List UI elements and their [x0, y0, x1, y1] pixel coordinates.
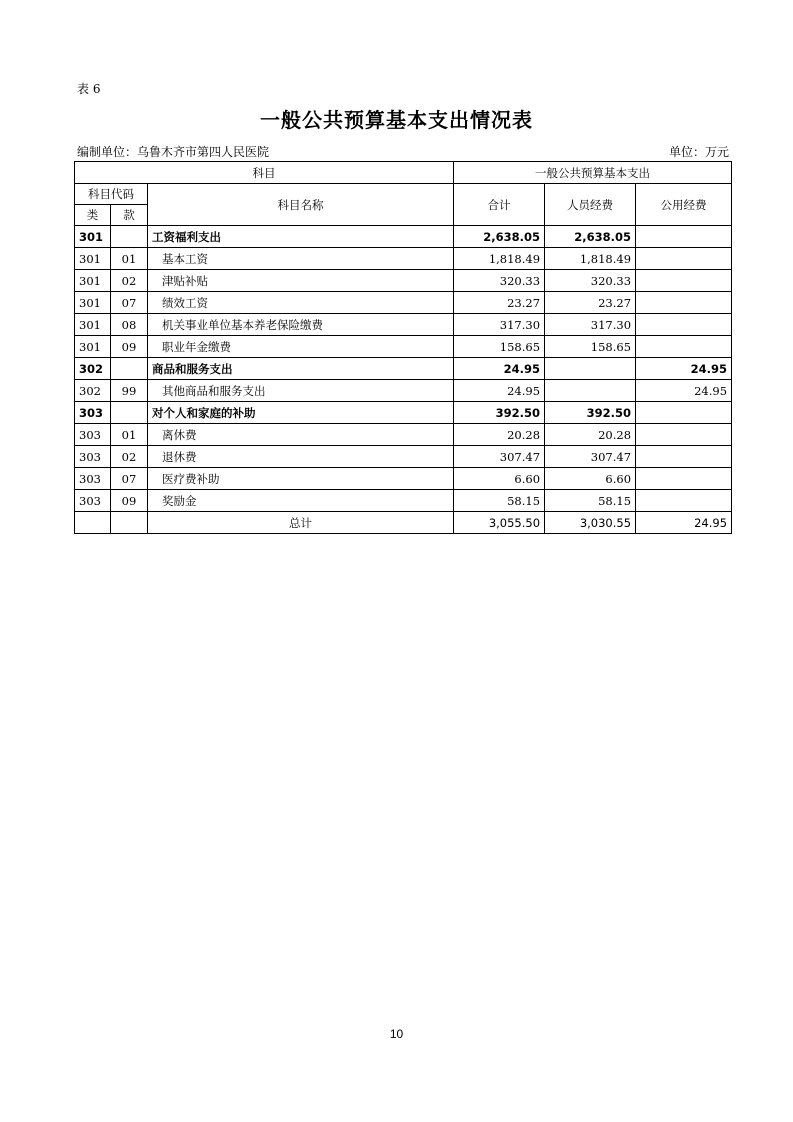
- cell-class: 301: [75, 226, 111, 248]
- budget-table: [74, 161, 732, 534]
- cell-name: 津贴补贴: [148, 270, 454, 292]
- cell-total: 1,818.49: [454, 248, 545, 270]
- cell-personnel: 307.47: [545, 446, 636, 468]
- organization-label: 编制单位：乌鲁木齐市第四人民医院: [77, 145, 270, 159]
- cell-class: 301: [75, 270, 111, 292]
- cell-item: 08: [111, 314, 148, 336]
- sum-empty-class: [75, 512, 111, 534]
- cell-class: 301: [75, 314, 111, 336]
- cell-public: [636, 402, 732, 424]
- unit-label: 单位：万元: [668, 145, 729, 159]
- sum-total: 3,055.50: [454, 512, 545, 534]
- cell-total: 2,638.05: [454, 226, 545, 248]
- table-row: [75, 270, 732, 292]
- header-public: 公用经费: [636, 184, 732, 226]
- sum-personnel: 3,030.55: [545, 512, 636, 534]
- cell-name: 奖励金: [148, 490, 454, 512]
- table-row: [75, 336, 732, 358]
- cell-total: 320.33: [454, 270, 545, 292]
- cell-total: 317.30: [454, 314, 545, 336]
- cell-name: 职业年金缴费: [148, 336, 454, 358]
- cell-class: 301: [75, 336, 111, 358]
- cell-personnel: 158.65: [545, 336, 636, 358]
- cell-item: 09: [111, 336, 148, 358]
- cell-class: 303: [75, 468, 111, 490]
- cell-name: 工资福利支出: [148, 226, 454, 248]
- cell-name: 其他商品和服务支出: [148, 380, 454, 402]
- table-row: [75, 292, 732, 314]
- table-row: [75, 314, 732, 336]
- cell-public: 24.95: [636, 358, 732, 380]
- cell-total: 24.95: [454, 358, 545, 380]
- header-budget-group: 一般公共预算基本支出: [454, 162, 732, 184]
- cell-public: [636, 424, 732, 446]
- cell-class: 303: [75, 424, 111, 446]
- cell-name: 退休费: [148, 446, 454, 468]
- header-code: 科目代码: [75, 184, 148, 205]
- table-row: [75, 380, 732, 402]
- cell-total: 6.60: [454, 468, 545, 490]
- cell-personnel: [545, 358, 636, 380]
- cell-name: 机关事业单位基本养老保险缴费: [148, 314, 454, 336]
- table-row: [75, 248, 732, 270]
- cell-personnel: 20.28: [545, 424, 636, 446]
- header-total: 合计: [454, 184, 545, 226]
- cell-public: [636, 490, 732, 512]
- cell-item: 07: [111, 292, 148, 314]
- cell-personnel: 320.33: [545, 270, 636, 292]
- cell-personnel: 58.15: [545, 490, 636, 512]
- header-personnel: 人员经费: [545, 184, 636, 226]
- cell-item: 09: [111, 490, 148, 512]
- cell-class: 303: [75, 446, 111, 468]
- cell-item: 02: [111, 446, 148, 468]
- cell-item: 01: [111, 424, 148, 446]
- cell-item: 01: [111, 248, 148, 270]
- cell-personnel: 23.27: [545, 292, 636, 314]
- document-title: 一般公共预算基本支出情况表: [260, 108, 533, 132]
- cell-public: [636, 226, 732, 248]
- cell-personnel: 6.60: [545, 468, 636, 490]
- table-number-label: 表 6: [77, 82, 101, 96]
- cell-total: 23.27: [454, 292, 545, 314]
- cell-public: [636, 248, 732, 270]
- table-row: [75, 358, 732, 380]
- cell-total: 24.95: [454, 380, 545, 402]
- cell-total: 158.65: [454, 336, 545, 358]
- cell-name: 医疗费补助: [148, 468, 454, 490]
- table-row: [75, 226, 732, 248]
- sum-row: [75, 512, 732, 534]
- cell-personnel: [545, 380, 636, 402]
- cell-total: 20.28: [454, 424, 545, 446]
- cell-public: [636, 336, 732, 358]
- cell-public: [636, 292, 732, 314]
- cell-personnel: 317.30: [545, 314, 636, 336]
- cell-item: 99: [111, 380, 148, 402]
- cell-name: 基本工资: [148, 248, 454, 270]
- cell-total: 392.50: [454, 402, 545, 424]
- header-name: 科目名称: [148, 184, 454, 226]
- cell-item: [111, 402, 148, 424]
- table-row: [75, 402, 732, 424]
- cell-class: 303: [75, 402, 111, 424]
- cell-class: 302: [75, 380, 111, 402]
- cell-personnel: 1,818.49: [545, 248, 636, 270]
- cell-public: [636, 468, 732, 490]
- table-row: [75, 424, 732, 446]
- cell-class: 301: [75, 248, 111, 270]
- table-row: [75, 446, 732, 468]
- cell-public: [636, 270, 732, 292]
- cell-public: [636, 314, 732, 336]
- sum-empty-item: [111, 512, 148, 534]
- cell-name: 商品和服务支出: [148, 358, 454, 380]
- sum-label: 总计: [148, 512, 454, 534]
- cell-personnel: 2,638.05: [545, 226, 636, 248]
- cell-item: 07: [111, 468, 148, 490]
- table-row: [75, 468, 732, 490]
- cell-name: 绩效工资: [148, 292, 454, 314]
- page-number: 10: [389, 1027, 404, 1041]
- cell-total: 58.15: [454, 490, 545, 512]
- header-subject: 科目: [75, 162, 454, 184]
- cell-class: 303: [75, 490, 111, 512]
- cell-class: 302: [75, 358, 111, 380]
- sum-public: 24.95: [636, 512, 732, 534]
- cell-name: 离休费: [148, 424, 454, 446]
- cell-total: 307.47: [454, 446, 545, 468]
- cell-public: 24.95: [636, 380, 732, 402]
- table-row: [75, 490, 732, 512]
- cell-name: 对个人和家庭的补助: [148, 402, 454, 424]
- cell-item: [111, 358, 148, 380]
- cell-item: 02: [111, 270, 148, 292]
- cell-personnel: 392.50: [545, 402, 636, 424]
- header-item: 款: [111, 205, 148, 226]
- cell-class: 301: [75, 292, 111, 314]
- cell-item: [111, 226, 148, 248]
- cell-public: [636, 446, 732, 468]
- header-class: 类: [75, 205, 111, 226]
